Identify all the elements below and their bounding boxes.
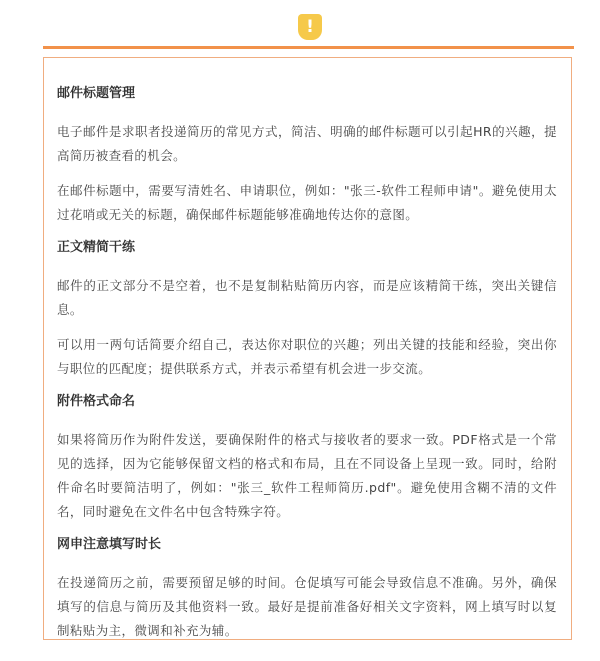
- badge-symbol: !: [306, 16, 314, 37]
- section-paragraph: 邮件的正文部分不是空着，也不是复制粘贴简历内容，而是应该精简干练，突出关键信息。: [57, 278, 557, 317]
- section-email-body: [57, 238, 557, 381]
- exclamation-icon: [298, 14, 322, 40]
- content-card: [43, 57, 572, 640]
- header-divider: [43, 46, 574, 49]
- section-paragraph: 在邮件标题中，需要写清姓名、申请职位，例如："张三-软件工程师申请"。避免使用太过花哨或无关的标题，确保邮件标题能够准确地传达你的意图。: [57, 183, 557, 222]
- section-paragraph: 在投递简历之前，需要预留足够的时间。仓促填写可能会导致信息不准确。另外，确保填写的信息与简历及其他资料一致。最好是提前准备好相关文字资料，网上填写时以复制粘贴为主，微调和补充为辅。: [57, 575, 557, 638]
- section-heading: 网申注意填写时长: [57, 537, 162, 552]
- section-heading: 正文精简干练: [57, 240, 136, 255]
- section-paragraph: 电子邮件是求职者投递简历的常见方式，简洁、明确的邮件标题可以引起HR的兴趣，提高简历被查看的机会。: [57, 124, 557, 163]
- section-paragraph: 可以用一两句话简要介绍自己，表达你对职位的兴趣；列出关键的技能和经验，突出你与职位的匹配度；提供联系方式，并表示希望有机会进一步交流。: [57, 337, 557, 376]
- section-heading: 附件格式命名: [57, 394, 136, 409]
- section-paragraph: 如果将简历作为附件发送，要确保附件的格式与接收者的要求一致。PDF格式是一个常见的选择，因为它能够保留文档的格式和布局，且在不同设备上呈现一致。同时，给附件命名时要简洁明了，例如："张三_软件工程师简历.pdf"。避免使用含糊不清的文件名，同时避免在文件名中包含特殊字符。: [57, 432, 557, 519]
- section-email-title: [57, 84, 557, 227]
- section-online-application: [57, 535, 557, 643]
- section-heading: 邮件标题管理: [57, 86, 136, 101]
- section-attachment-naming: [57, 392, 557, 524]
